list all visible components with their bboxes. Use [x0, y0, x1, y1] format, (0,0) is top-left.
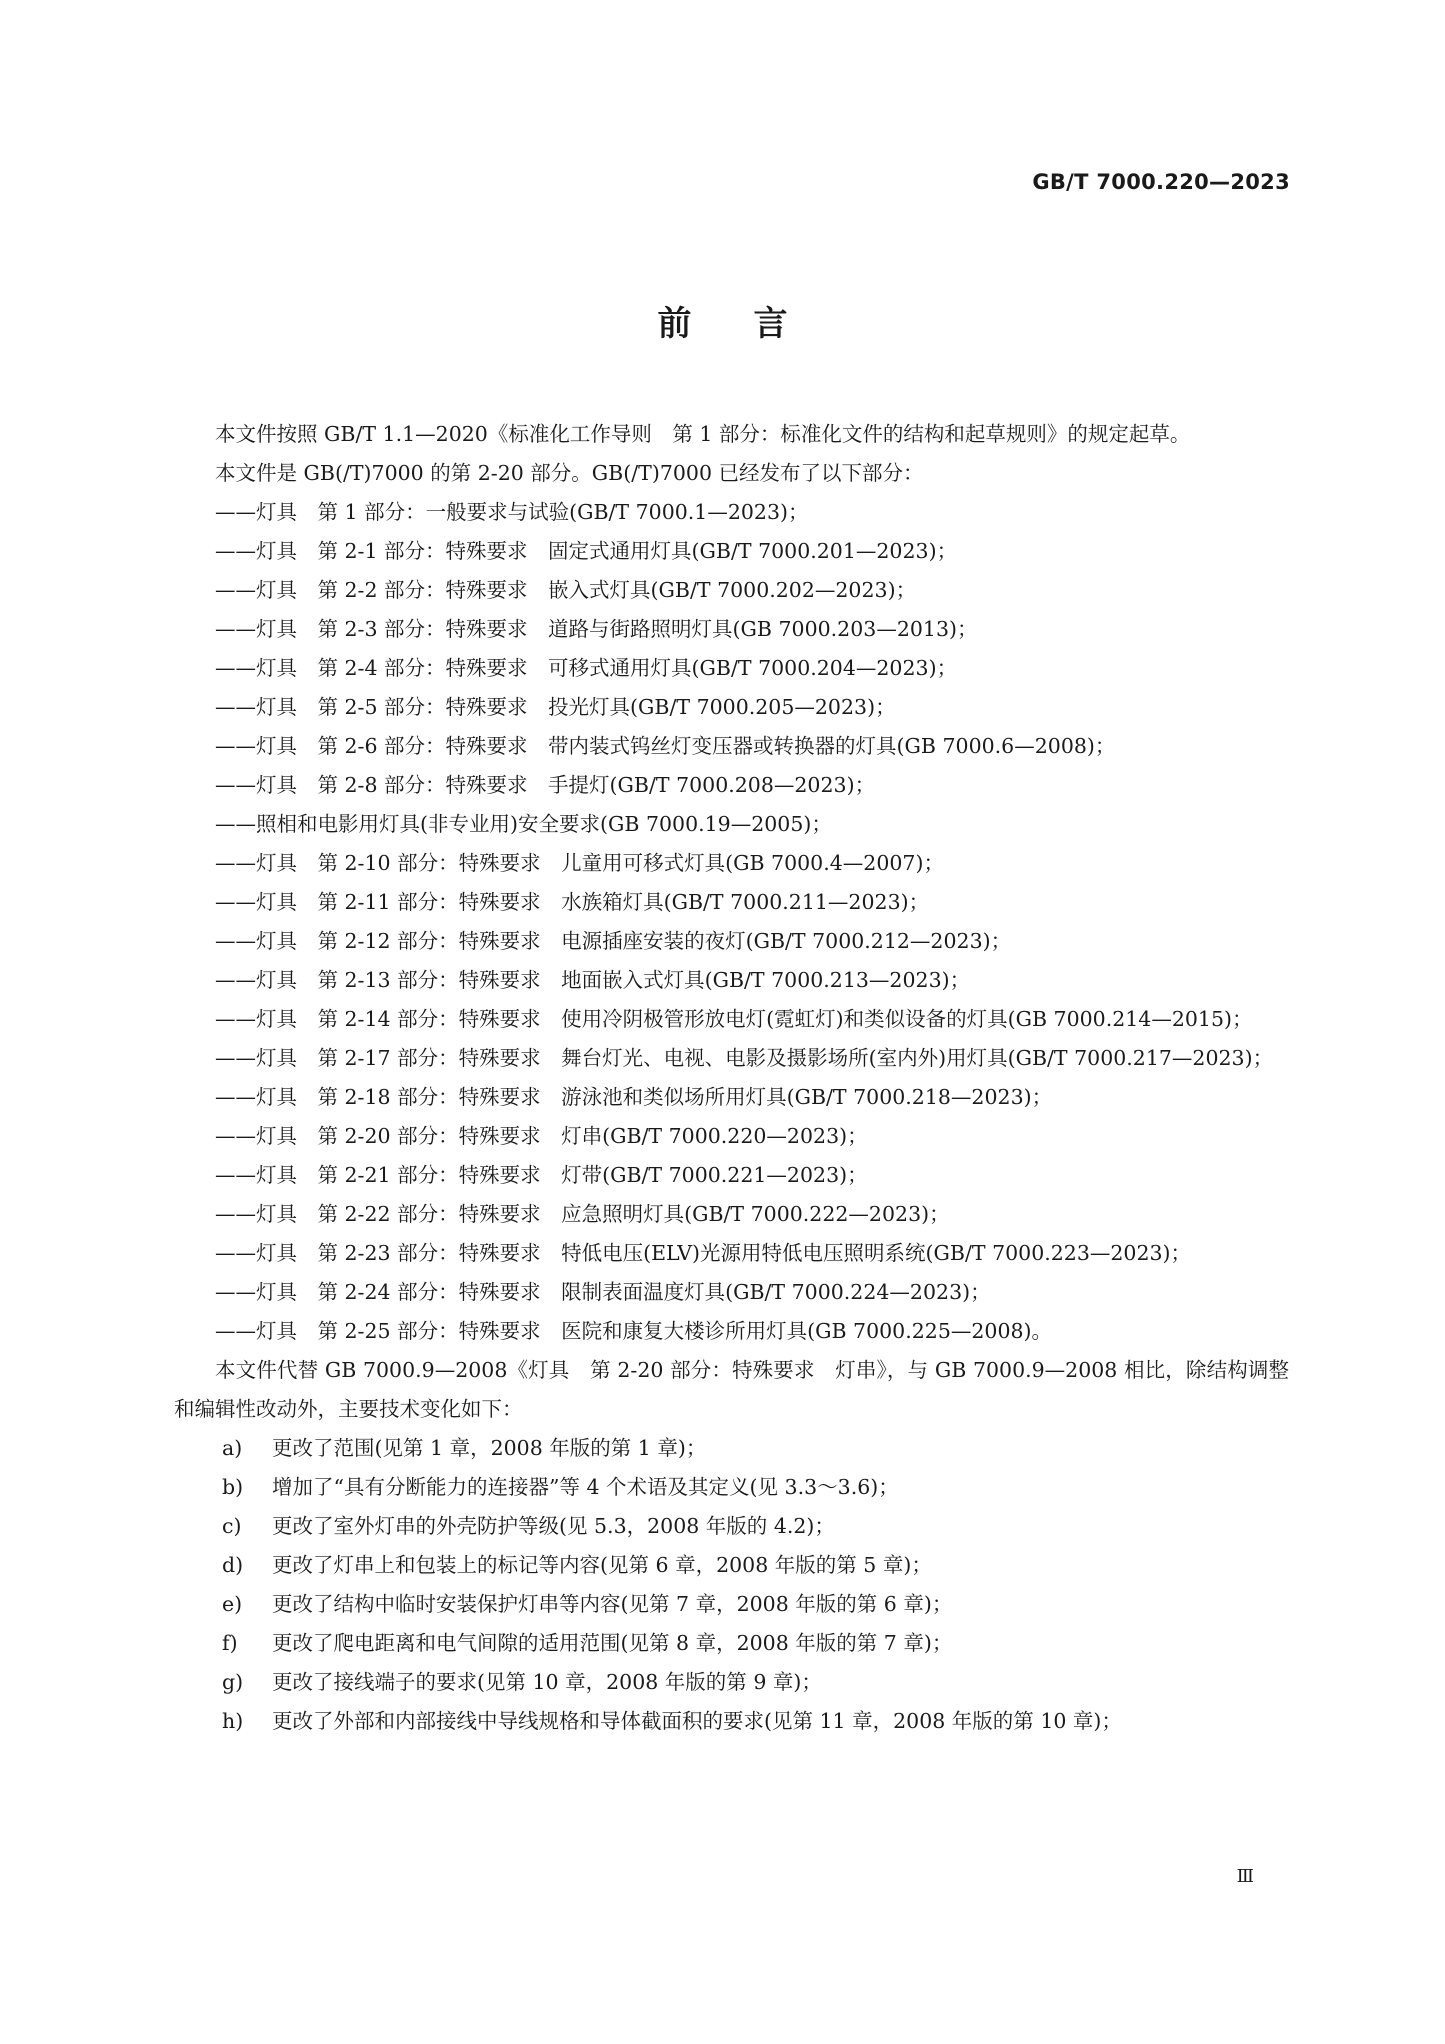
- list-item: ——灯具 第 2-21 部分：特殊要求 灯带(GB/T 7000.221—2023)；: [215, 1163, 868, 1187]
- list-item-text: 增加了“具有分断能力的连接器”等 4 个术语及其定义(见 3.3～3.6)；: [272, 1475, 899, 1499]
- list-item: [174, 1468, 1289, 1507]
- page-title: 前言: [657, 304, 850, 344]
- list-item: [174, 1429, 1289, 1468]
- list-item: [174, 1585, 1289, 1624]
- series-statement: 本文件是 GB(/T)7000 的第 2-20 部分。GB(/T)7000 已经发布了以下部分：: [215, 461, 924, 485]
- list-item: ——灯具 第 2-13 部分：特殊要求 地面嵌入式灯具(GB/T 7000.213—2023)；: [215, 968, 971, 992]
- list-item: ——灯具 第 1 部分：一般要求与试验(GB/T 7000.1—2023)；: [215, 500, 809, 524]
- document-body: [174, 415, 1289, 1741]
- list-item: ——灯具 第 2-11 部分：特殊要求 水族箱灯具(GB/T 7000.211—2023)；: [215, 890, 930, 914]
- list-item-text: 更改了室外灯串的外壳防护等级(见 5.3，2008 年版的 4.2)；: [272, 1514, 835, 1538]
- list-item: ——灯具 第 2-18 部分：特殊要求 游泳池和类似场所用灯具(GB/T 7000.218—2023)；: [215, 1085, 1053, 1109]
- list-marker: g): [222, 1670, 244, 1694]
- drafting-statement: 本文件按照 GB/T 1.1—2020《标准化工作导则 第 1 部分：标准化文件的结构和起草规则》的规定起草。: [215, 422, 1191, 446]
- list-item: ——灯具 第 2-10 部分：特殊要求 儿童用可移式灯具(GB 7000.4—2007)；: [215, 851, 944, 875]
- list-item-text: 更改了灯串上和包装上的标记等内容(见第 6 章，2008 年版的第 5 章)；: [272, 1553, 932, 1577]
- list-item: ——灯具 第 2-6 部分：特殊要求 带内装式钨丝灯变压器或转换器的灯具(GB 7000.6—2008)；: [215, 734, 1116, 758]
- list-item: ——灯具 第 2-3 部分：特殊要求 道路与街路照明灯具(GB 7000.203—2013)；: [215, 617, 978, 641]
- list-item: [174, 1546, 1289, 1585]
- list-item-text: 更改了范围(见第 1 章，2008 年版的第 1 章)；: [272, 1436, 707, 1460]
- list-item-text: 更改了接线端子的要求(见第 10 章，2008 年版的第 9 章)；: [272, 1670, 822, 1694]
- list-item-text: 更改了爬电距离和电气间隙的适用范围(见第 8 章，2008 年版的第 7 章)；: [272, 1631, 953, 1655]
- page-number: Ⅲ: [1236, 1866, 1253, 1887]
- list-item-text: 更改了外部和内部接线中导线规格和导体截面积的要求(见第 11 章，2008 年版的第 10 章)；: [272, 1709, 1122, 1733]
- list-item: ——灯具 第 2-8 部分：特殊要求 手提灯(GB/T 7000.208—2023)；: [215, 773, 876, 797]
- standard-code: GB/T 7000.220—2023: [1032, 170, 1290, 194]
- list-item: ——灯具 第 2-14 部分：特殊要求 使用冷阴极管形放电灯(霓虹灯)和类似设备的灯具(GB 7000.214—2015)；: [215, 1007, 1253, 1031]
- list-item: ——灯具 第 2-4 部分：特殊要求 可移式通用灯具(GB/T 7000.204—2023)；: [215, 656, 958, 680]
- list-marker: b): [222, 1475, 244, 1499]
- list-item: [174, 1702, 1289, 1741]
- replacement-statement: 本文件代替 GB 7000.9—2008《灯具 第 2-20 部分：特殊要求 灯串》，与 GB 7000.9—2008 相比，除结构调整和编辑性改动外，主要技术变化如下：: [174, 1358, 1289, 1421]
- list-marker: a): [222, 1436, 243, 1460]
- list-marker: h): [222, 1709, 244, 1733]
- changes-list: [174, 1429, 1289, 1741]
- list-item: ——灯具 第 2-23 部分：特殊要求 特低电压(ELV)光源用特低电压照明系统(GB/T 7000.223—2023)；: [215, 1241, 1192, 1265]
- list-item: [174, 1624, 1289, 1663]
- list-item: ——照相和电影用灯具(非专业用)安全要求(GB 7000.19—2005)；: [215, 812, 832, 836]
- list-marker: f): [222, 1631, 238, 1655]
- list-marker: c): [222, 1514, 242, 1538]
- list-item: ——灯具 第 2-22 部分：特殊要求 应急照明灯具(GB/T 7000.222—2023)；: [215, 1202, 950, 1226]
- list-item-text: 更改了结构中临时安装保护灯串等内容(见第 7 章，2008 年版的第 6 章)；: [272, 1592, 953, 1616]
- list-item: ——灯具 第 2-24 部分：特殊要求 限制表面温度灯具(GB/T 7000.224—2023)；: [215, 1280, 991, 1304]
- list-item: ——灯具 第 2-5 部分：特殊要求 投光灯具(GB/T 7000.205—2023)；: [215, 695, 896, 719]
- list-item: ——灯具 第 2-20 部分：特殊要求 灯串(GB/T 7000.220—2023)；: [215, 1124, 868, 1148]
- list-marker: e): [222, 1592, 243, 1616]
- list-item: [174, 1507, 1289, 1546]
- list-item: ——灯具 第 2-2 部分：特殊要求 嵌入式灯具(GB/T 7000.202—2023)；: [215, 578, 917, 602]
- parts-list: [174, 493, 1289, 1351]
- list-item: [174, 1663, 1289, 1702]
- list-item: ——灯具 第 2-17 部分：特殊要求 舞台灯光、电视、电影及摄影场所(室内外)用灯具(GB/T 7000.217—2023)；: [215, 1046, 1274, 1070]
- list-item: ——灯具 第 2-1 部分：特殊要求 固定式通用灯具(GB/T 7000.201—2023)；: [215, 539, 958, 563]
- list-item: ——灯具 第 2-12 部分：特殊要求 电源插座安装的夜灯(GB/T 7000.212—2023)；: [215, 929, 1012, 953]
- list-item: ——灯具 第 2-25 部分：特殊要求 医院和康复大楼诊所用灯具(GB 7000.225—2008)。: [215, 1319, 1053, 1343]
- list-marker: d): [222, 1553, 244, 1577]
